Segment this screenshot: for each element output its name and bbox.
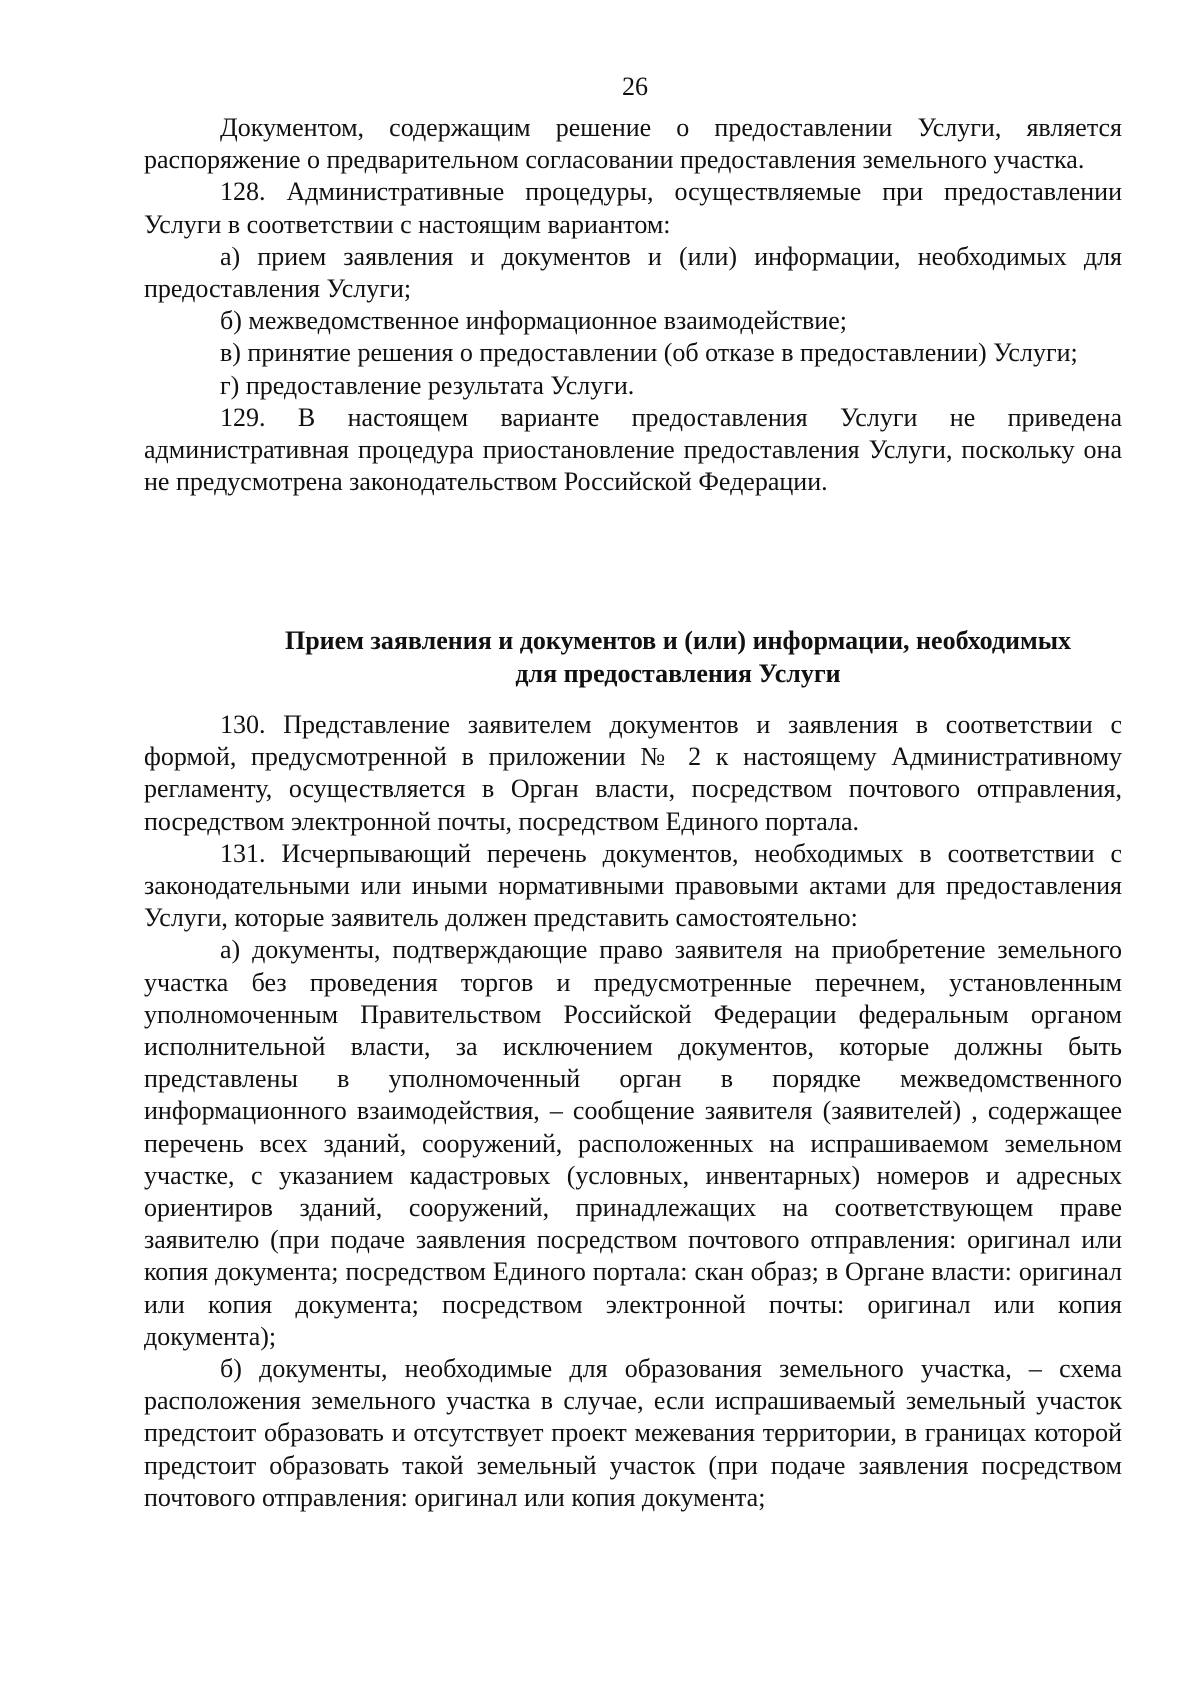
list-item-131-b: б) документы, необходимые для образования земельного участка, – схема расположения земельного участка в случае, если испрашиваемый земельный участок предстоит образовать и отсутствует проект межевания территории, в границах которой предстоит образовать такой земельный участок (при подаче заявления посредством почтового отправления: оригинал или копия документа; xyxy=(144,1354,1122,1512)
list-item-v: в) принятие решения о предоставлении (об отказе в предоставлении) Услуги; xyxy=(220,338,1078,368)
text-block-top xyxy=(144,112,1122,498)
section-heading-line-1: Прием заявления и документов и (или) информации, необходимых xyxy=(284,626,1071,655)
list-item-b: б) межведомственное информационное взаимодействие; xyxy=(220,306,847,336)
section-heading-line-2: для предоставления Услуги xyxy=(515,659,841,688)
paragraph-129: 129. В настоящем варианте предоставления Услуги не приведена административная процедура приостановление предоставления Услуги, поскольку она не предусмотрена законодательством Российской Федерации. xyxy=(144,402,1122,497)
list-item-g: г) предоставление результата Услуги. xyxy=(220,370,635,400)
paragraph-130: 130. Представление заявителем документов и заявления в соответствии с формой, предусмотренной в приложении № 2 к настоящему Административному регламенту, осуществляется в Орган власти, посредством почтового отправления, посредством электронной почты, посредством Единого портала. xyxy=(144,710,1122,836)
paragraph-decision-document: Документом, содержащим решение о предоставлении Услуги, является распоряжение о предварительном согласовании предоставления земельного участка. xyxy=(144,113,1122,175)
list-item-a: а) прием заявления и документов и (или) информации, необходимых для предоставления Услуги; xyxy=(144,241,1122,304)
paragraph-128: 128. Административные процедуры, осуществляемые при предоставлении Услуги в соответствии с настоящим вариантом: xyxy=(144,177,1122,239)
section-heading xyxy=(144,624,1200,690)
text-block-bottom xyxy=(144,709,1122,1514)
page-number: 26 xyxy=(622,72,648,101)
list-item-131-a: а) документы, подтверждающие право заявителя на приобретение земельного участка без проведения торгов и предусмотренные перечнем, установленным уполномоченным Правительством Российской Федерации федеральным органом исполнительной власти, за исключением документов, которые должны быть представлены в уполномоченный орган в порядке межведомственного информационного взаимодействия, – сообщение заявителя (заявителей) , содержащее перечень всех зданий, сооружений, расположенных на испрашиваемом земельном участке, с указанием кадастровых (условных, инвентарных) номеров и адресных ориентиров зданий, сооружений, принадлежащих на соответствующем праве заявителю (при подаче заявления посредством почтового отправления: оригинал или копия документа; посредством Единого портала: скан образ; в Органе власти: оригинал или копия документа; посредством электронной почты: оригинал или копия документа); xyxy=(144,935,1122,1351)
paragraph-131: 131. Исчерпывающий перечень документов, необходимых в соответствии с законодательными или иными нормативными правовыми актами для предоставления Услуги, которые заявитель должен представить самостоятельно: xyxy=(144,838,1122,933)
